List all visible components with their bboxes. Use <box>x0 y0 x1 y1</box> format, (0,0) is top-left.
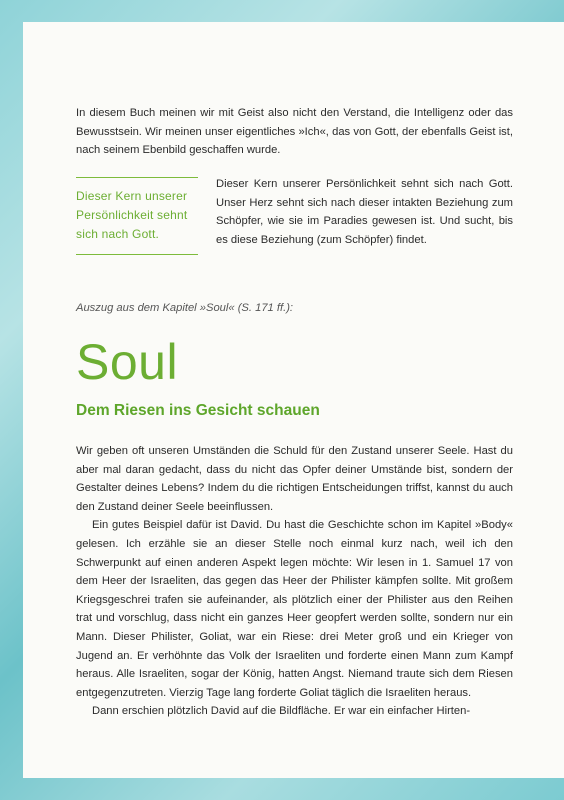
pull-quote <box>76 177 198 255</box>
body-text <box>76 442 513 721</box>
intro-paragraph: In diesem Buch meinen wir mit Geist also nicht den Verstand, die Intelligenz oder das Bewusstsein. Wir meinen unser eigentliches »Ich«, das von Gott, der ebenfalls Geist ist, nach seinem Ebenbild geschaffen wurde. <box>76 107 513 157</box>
body-paragraph: Ein gutes Beispiel dafür ist David. Du hast die Geschichte schon im Kapitel »Body« gelesen. Ich erzähle sie an dieser Stelle noch einmal kurz nach, weil ich den Schwerpunkt auf einen anderen Aspekt legen möchte: Wir lesen in 1. Samuel 17 von dem Heer der Israeliten, das gegen das Heer der Philister kämpfen sollte. Mit großem Kriegsgeschrei trafen sie aufeinander, als plötzlich einer der Philister aus den Reihen trat und vorschlug, dass nicht ein ganzes Heer geopfert werden sollte, sondern nur ein Mann. Dieser Philister, Goliat, war ein Riese: drei Meter groß und ein Krieger von Jugend an. Er verhöhnte das Volk der Israeliten und forderte einen Mann zum Kampf heraus. Alle Israeliten, sogar der König, hatten Angst. Niemand traute sich dem Riesen entgegenzutreten. Vierzig Tage lang forderte Goliat täglich die Israeliten heraus. <box>76 519 513 699</box>
body-paragraph: Dann erschien plötzlich David auf die Bildfläche. Er war ein einfacher Hirten- <box>92 705 471 718</box>
book-page <box>23 22 564 778</box>
chapter-title: Soul <box>76 334 179 390</box>
section-title: Dem Riesen ins Gesicht schauen <box>76 402 320 419</box>
side-paragraph: Dieser Kern unserer Persönlichkeit sehnt sich nach Gott. Unser Herz sehnt sich nach dieser intakten Beziehung zum Schöpfer, wie sie im Paradies gewesen ist. Und sucht, bis es diese Beziehung (zum Schöpfer) findet. <box>216 178 513 246</box>
body-paragraph: Wir geben oft unseren Umständen die Schuld für den Zustand unserer Seele. Hast du aber mal daran gedacht, dass du nicht das Opfer deiner Umstände bist, sondern der Gestalter deines Lebens? Indem du die richtigen Entscheidungen triffst, kannst du auch den Zustand deiner Seele beeinflussen. <box>76 445 513 513</box>
excerpt-caption: Auszug aus dem Kapitel »Soul« (S. 171 ff.): <box>76 302 294 314</box>
pull-quote-text: Dieser Kern unserer Persönlichkeit sehnt sich nach Gott. <box>76 189 188 241</box>
